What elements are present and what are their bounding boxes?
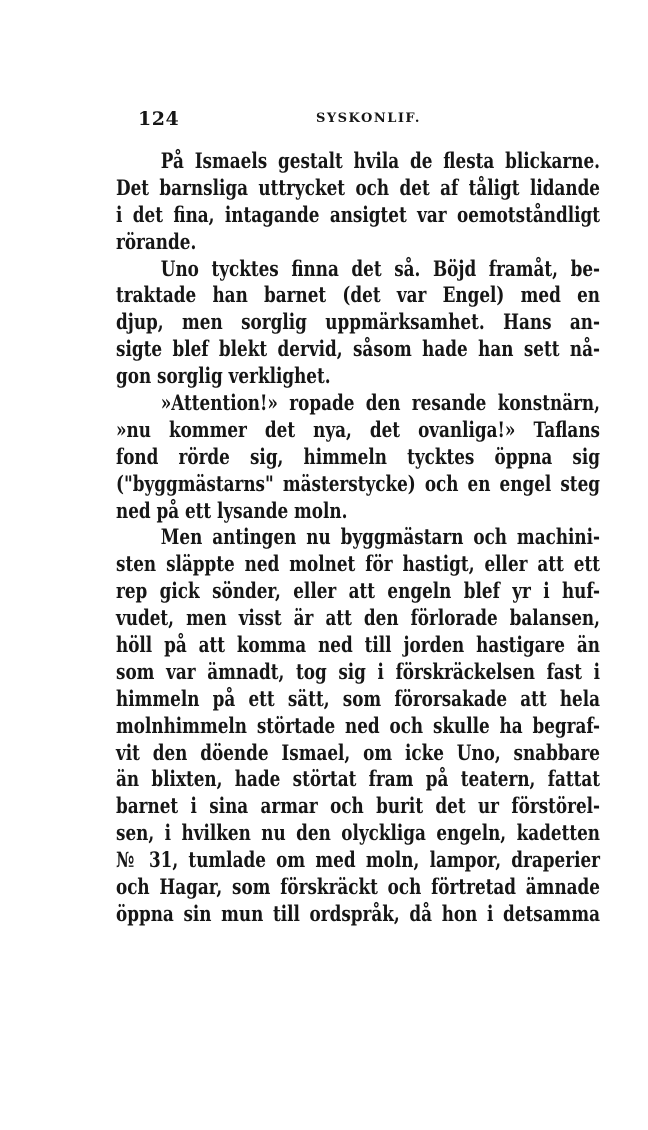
body-text	[116, 148, 600, 928]
text-line: Men antingen nu byggmästarn och machini-	[160, 524, 601, 550]
text-line: Det barnsliga uttrycket och det af tåligt lidande	[116, 174, 600, 200]
text-line: än blixten, hade störtat fram på teatern, fattat	[116, 766, 600, 792]
text-line: »nu kommer det nya, det ovanliga!» Taflans	[116, 416, 600, 442]
text-line: och Hagar, som förskräckt och förtretad ämnade	[116, 874, 600, 900]
text-line: barnet i sina armar och burit det ur förstörel-	[116, 793, 600, 819]
text-line: höll på att komma ned till jorden hastigare än	[116, 632, 600, 658]
running-title: SYSKONLIF.	[316, 111, 421, 126]
text-line: himmeln på ett sätt, som förorsakade att hela	[116, 685, 600, 711]
text-line: sten släppte ned molnet för hastigt, eller att ett	[116, 551, 600, 577]
text-line: molnhimmeln störtade ned och skulle ha begraf-	[116, 712, 600, 738]
text-line: № 31, tumlade om med moln, lampor, draperier	[116, 847, 600, 873]
text-line: sigte blef blekt dervid, såsom hade han sett nå-	[116, 336, 600, 362]
text-line: öppna sin mun till ordspråk, då hon i detsamma	[116, 900, 600, 926]
text-line: fond rörde sig, himmeln tycktes öppna sig	[116, 443, 600, 469]
text-line: traktade han barnet (det var Engel) med en	[116, 282, 600, 308]
text-line: rörande.	[116, 228, 197, 254]
text-line: vudet, men visst är att den förlorade balansen,	[116, 605, 600, 631]
text-line: ("byggmästarns" mästerstycke) och en engel steg	[116, 470, 600, 496]
text-line: som var ämnadt, tog sig i förskräckelsen fast i	[116, 658, 600, 684]
text-line: vit den döende Ismael, om icke Uno, snabbare	[116, 739, 600, 765]
page-number: 124	[138, 108, 180, 130]
text-line: gon sorglig verklighet.	[116, 363, 331, 389]
text-line: »Attention!» ropade den resande konstnärn,	[160, 390, 601, 416]
text-line: i det fina, intagande ansigtet var oemotståndligt	[116, 201, 600, 227]
running-head	[116, 108, 600, 134]
text-line: sen, i hvilken nu den olyckliga engeln, kadetten	[116, 820, 600, 846]
text-line: djup, men sorglig uppmärksamhet. Hans an-	[116, 309, 600, 335]
text-line: På Ismaels gestalt hvila de flesta blickarne.	[160, 148, 601, 173]
text-line: Uno tycktes finna det så. Böjd framåt, be-	[160, 255, 601, 281]
text-line: rep gick sönder, eller att engeln blef yr i huf-	[116, 578, 600, 604]
text-line: ned på ett lysande moln.	[116, 497, 348, 523]
